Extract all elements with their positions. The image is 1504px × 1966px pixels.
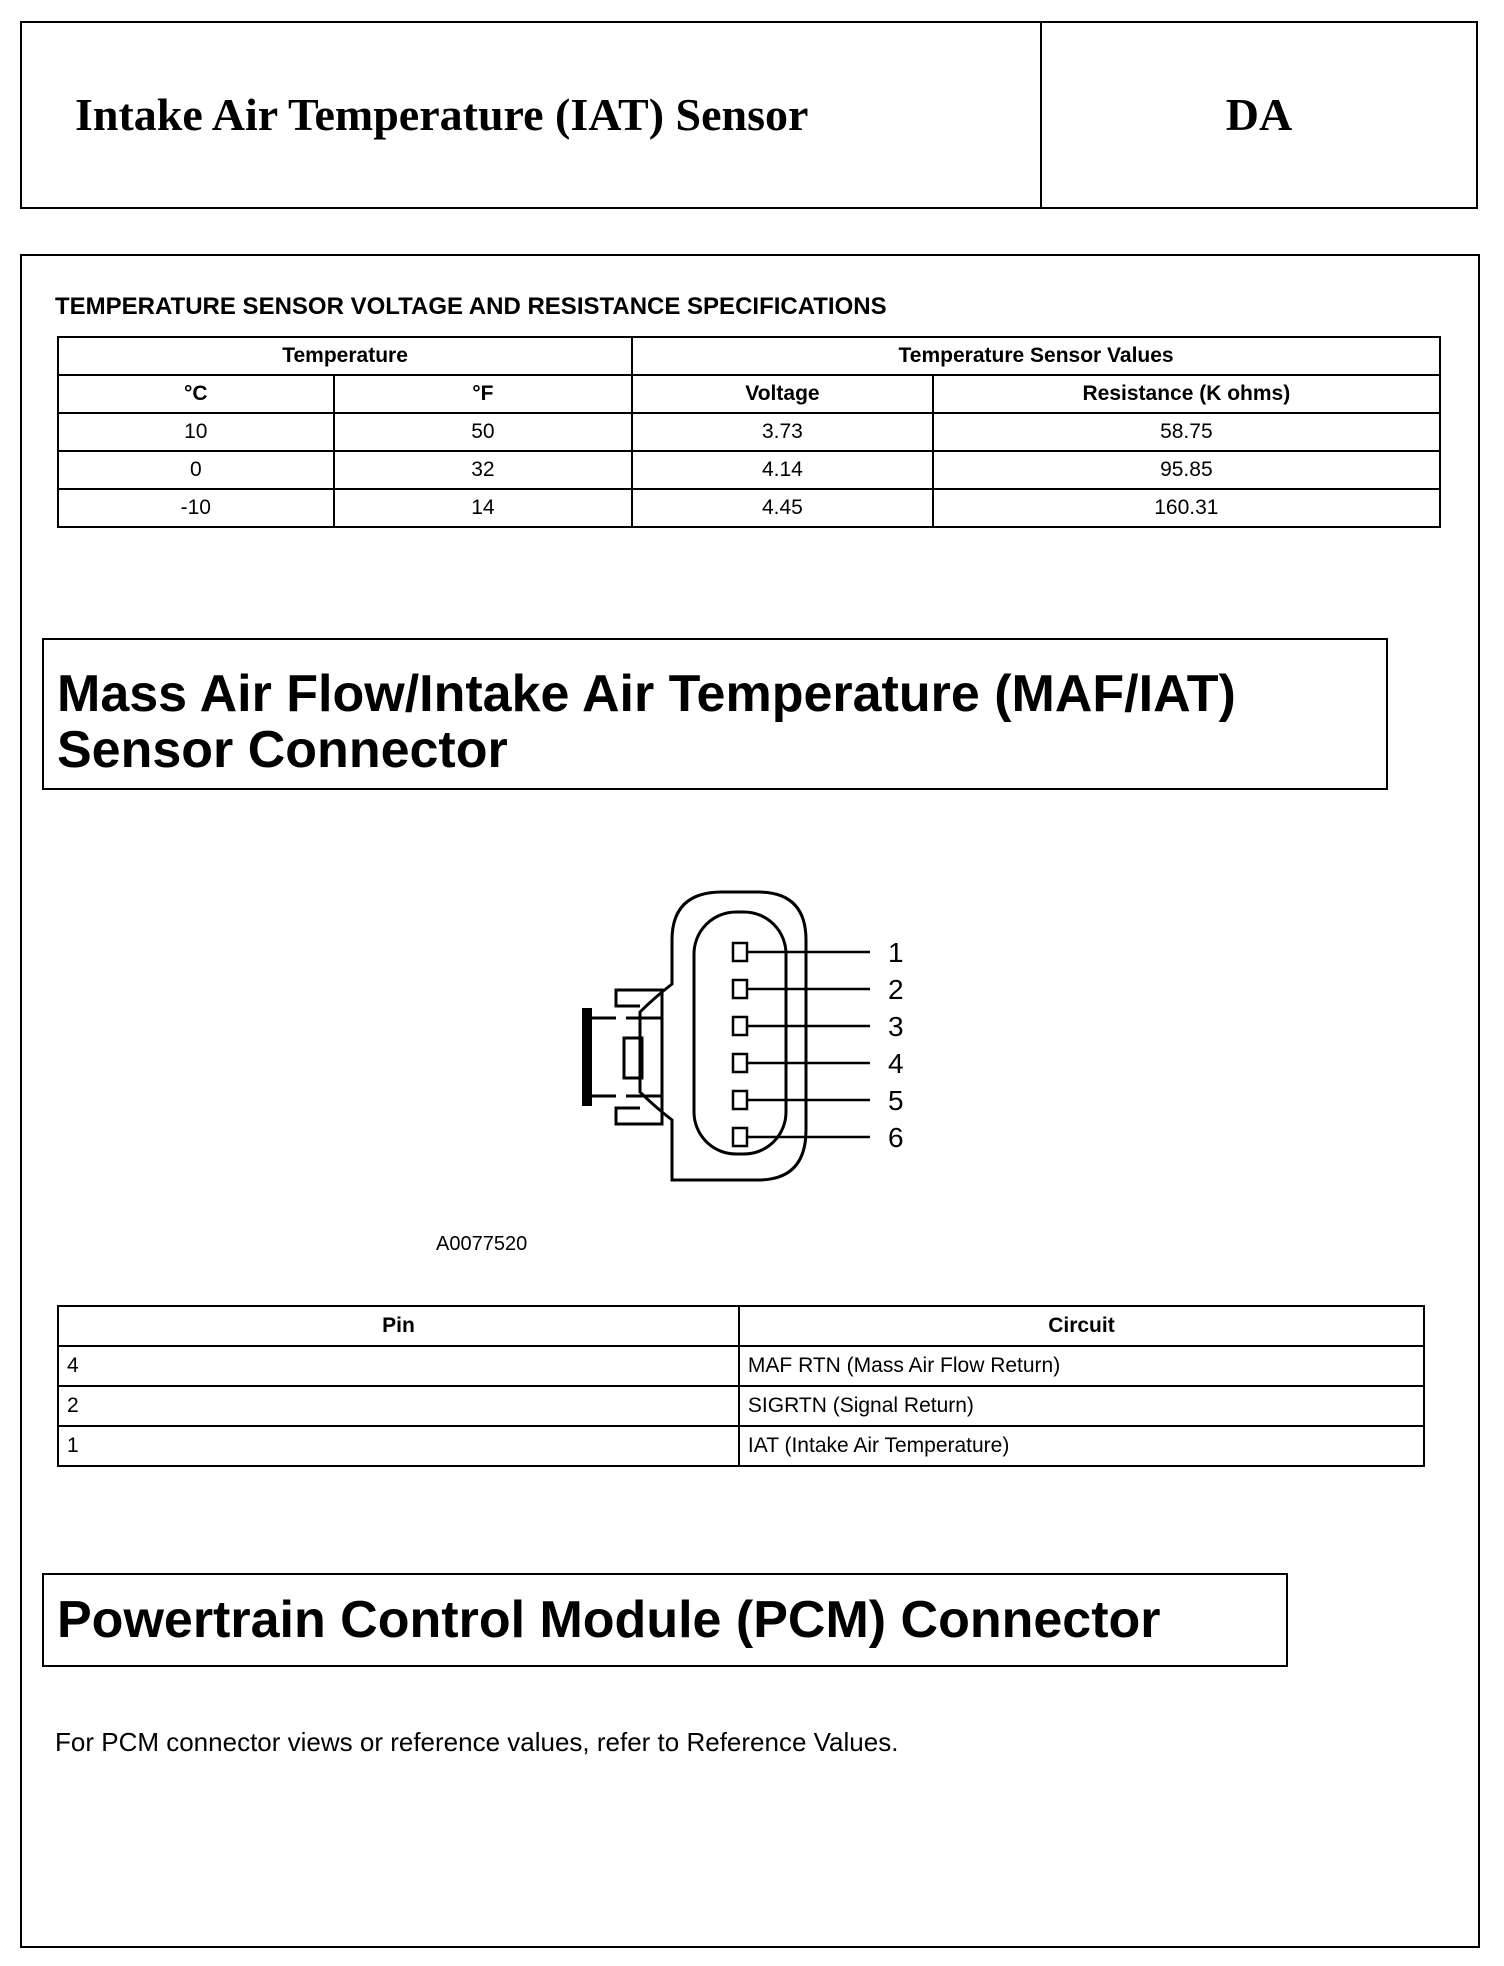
maf-heading-line2: Sensor Connector (57, 721, 508, 779)
cell-resistance: 58.75 (933, 413, 1440, 451)
page-title: Intake Air Temperature (IAT) Sensor (75, 89, 809, 140)
cell-celsius: 0 (58, 451, 334, 489)
cell-circuit: MAF RTN (Mass Air Flow Return) (739, 1346, 1424, 1386)
pin-label: 3 (888, 1011, 904, 1042)
pin-label: 4 (888, 1048, 904, 1079)
maf-heading-line1: Mass Air Flow/Intake Air Temperature (MAF/IAT) (57, 665, 1236, 723)
pin-4 (733, 1054, 747, 1072)
spec-table (57, 336, 1441, 528)
spec-column-header-row (58, 375, 1440, 413)
column-header-pin: Pin (58, 1306, 739, 1346)
table-row (58, 489, 1440, 527)
pin-label: 6 (888, 1122, 904, 1153)
cell-resistance: 160.31 (933, 489, 1440, 527)
pcm-reference-text: For PCM connector views or reference values, refer to Reference Values. (55, 1727, 899, 1757)
group-header-temperature: Temperature (58, 337, 632, 375)
cell-pin: 4 (58, 1346, 739, 1386)
pin-label: 5 (888, 1085, 904, 1116)
cell-voltage: 4.45 (632, 489, 933, 527)
cell-celsius: 10 (58, 413, 334, 451)
pin-1 (733, 943, 747, 961)
pin-label: 2 (888, 974, 904, 1005)
cell-resistance: 95.85 (933, 451, 1440, 489)
pcm-section-heading: Powertrain Control Module (PCM) Connector (42, 1573, 1288, 1667)
cell-fahrenheit: 14 (334, 489, 633, 527)
cell-pin: 1 (58, 1426, 739, 1466)
cell-circuit: IAT (Intake Air Temperature) (739, 1426, 1424, 1466)
section-code: DA (1225, 89, 1293, 140)
maf-section-heading (42, 638, 1388, 790)
cell-fahrenheit: 32 (334, 451, 633, 489)
table-row (58, 1346, 1424, 1386)
column-header-voltage: Voltage (632, 375, 933, 413)
latch-edge (582, 1008, 592, 1106)
table-row (58, 413, 1440, 451)
pin-3 (733, 1017, 747, 1035)
spec-group-header-row (58, 337, 1440, 375)
cell-voltage: 4.14 (632, 451, 933, 489)
table-row (58, 451, 1440, 489)
pin-table (57, 1305, 1425, 1467)
column-header-resistance: Resistance (K ohms) (933, 375, 1440, 413)
header-box (20, 21, 1478, 209)
spec-table-title: TEMPERATURE SENSOR VOLTAGE AND RESISTANCE SPECIFICATIONS (55, 293, 887, 320)
cell-voltage: 3.73 (632, 413, 933, 451)
pin-6 (733, 1128, 747, 1146)
group-header-sensor-values: Temperature Sensor Values (632, 337, 1440, 375)
pin-table-header-row (58, 1306, 1424, 1346)
pin-2 (733, 980, 747, 998)
column-header-circuit: Circuit (739, 1306, 1424, 1346)
column-header-fahrenheit: °F (334, 375, 633, 413)
cell-circuit: SIGRTN (Signal Return) (739, 1386, 1424, 1426)
pin-group (733, 937, 904, 1153)
cell-pin: 2 (58, 1386, 739, 1426)
connector-diagram (570, 880, 930, 1200)
pin-5 (733, 1091, 747, 1109)
pin-label: 1 (888, 937, 904, 968)
cell-fahrenheit: 50 (334, 413, 633, 451)
column-header-celsius: °C (58, 375, 334, 413)
table-row (58, 1426, 1424, 1466)
cell-celsius: -10 (58, 489, 334, 527)
table-row (58, 1386, 1424, 1426)
figure-id: A0077520 (436, 1233, 528, 1255)
